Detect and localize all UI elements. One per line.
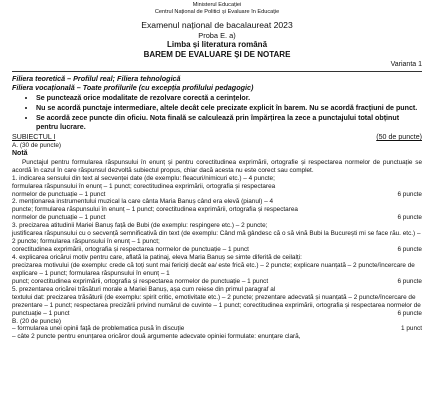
- item-points: 6 puncte: [397, 309, 422, 317]
- item-line: punct; corectitudinea exprimării, ortografia și respectarea normelor de punctuație – 1 punct: [12, 277, 269, 285]
- item-1: [12, 175, 422, 199]
- item-line: 1. indicarea sensului din text al secvenței date (de exemplu: fleacuri/nimicuri etc.) – 4 puncte;: [12, 174, 275, 182]
- item-line: justificarea răspunsului cu o secvență semnificativă din text (de exemplu: Când mă gândesc că o să vină Bubi la București mi se face rău. etc.) – 2 puncte; formularea răspunsului în enunț – 1 punct;: [12, 230, 421, 246]
- rule-item: • Nu se acordă punctaje intermediare, altele decât cele precizate explicit în barem. Nu se acordă fracțiuni de punct.: [36, 104, 422, 113]
- item-line: 2. menționarea instrumentului muzical la care cânta Maria Banuș când era elevă (pianul) – 4: [12, 198, 274, 206]
- item-5: [12, 286, 422, 318]
- section-a-label: A. (30 de puncte): [12, 142, 62, 150]
- item-line: corectitudinea exprimării, ortografia și respectarea normelor de punctuație – 1 punct: [12, 246, 249, 254]
- item-3: [12, 222, 422, 254]
- item-line: formularea răspunsului în enunț – 1 punct; corectitudinea exprimării, ortografia și respectarea: [12, 182, 276, 190]
- ministry-header: Ministerul Educației: [192, 2, 242, 8]
- item-2: [12, 198, 422, 222]
- barem-title: BAREM DE EVALUARE ȘI DE NOTARE: [143, 49, 291, 59]
- section-b-line-1: [12, 325, 422, 333]
- variant-label: Varianta 1: [390, 60, 422, 68]
- divider: [12, 71, 422, 72]
- section-b-text: – formularea unei opinii față de problematica pusă în discuție: [12, 325, 185, 333]
- item-last-line: [12, 214, 422, 222]
- item-points: 6 puncte: [397, 190, 422, 198]
- item-line: normelor de punctuație – 1 punct: [12, 214, 106, 222]
- subject-points: (50 de puncte): [376, 133, 422, 142]
- item-line: puncte; formularea răspunsului în enunț – 1 punct; corectitudinea exprimării, ortografia și respectarea: [12, 206, 298, 214]
- subject-title: Limba și literatura română: [166, 40, 268, 50]
- filiera-line-2: Filiera vocațională – Toate profilurile (cu excepția profilului pedagogic): [12, 83, 254, 93]
- rule-item: • Se punctează orice modalitate de rezolvare corectă a cerințelor.: [36, 94, 422, 103]
- item-last-line: [12, 246, 422, 254]
- rule-item: • Se acordă zece puncte din oficiu. Nota finală se calculează prin împărțirea la zece a punctajului total obținut pentru lucrare.: [36, 114, 422, 132]
- item-points: 6 puncte: [397, 246, 422, 254]
- item-line: 4. explicarea oricărui motiv pentru care, aflată la patinaj, eleva Maria Banuș se simte diferită de ceilalți:: [12, 254, 302, 262]
- item-line: 3. precizarea atitudinii Mariei Banuș față de Bubi (de exemplu: respingere etc.) – 2 puncte;: [12, 222, 268, 230]
- subject-heading-row: [12, 133, 422, 142]
- item-last-line: [12, 278, 422, 286]
- item-last-line: [12, 191, 422, 199]
- item-4: [12, 254, 422, 286]
- exam-title: Examenul național de bacalaureat 2023: [141, 20, 293, 31]
- section-b-points: 1 punct: [401, 325, 422, 333]
- item-line: 5. prezentarea oricărei trăsături morale a Mariei Banuș, așa cum reiese din primul paragraf al: [12, 285, 276, 293]
- section-b-label: B. (20 de puncte): [12, 317, 62, 325]
- item-line: punctuație – 1 punct: [12, 309, 70, 317]
- item-points: 6 puncte: [397, 277, 422, 285]
- proba-label: Proba E. a): [198, 30, 236, 40]
- section-b-line-2: – câte 2 puncte pentru enunțarea oricăror două argumente adecvate opiniei formulate: enunțare clară,: [12, 333, 301, 341]
- filiera-line-1: Filiera teoretică – Profilul real; Filiera tehnologică: [12, 74, 181, 84]
- item-line: normelor de punctuație – 1 punct: [12, 190, 106, 198]
- nota-heading: Notă: [12, 150, 28, 158]
- center-header: Centrul Național de Politici și Evaluare în Educație: [154, 8, 280, 15]
- item-line: textului dat: precizarea trăsăturii (de exemplu: spirit critic, emotivitate etc.) – 2 puncte; prezentare adecvată și nuanțată – 2 puncte/încercare de prezentare – 1 punct; respectarea precizării privind numărul de cuvinte – 1 punct; corectitudinea exprimării, ortografia și respectarea normelor de: [12, 293, 421, 309]
- grading-rules-list: [12, 94, 422, 131]
- subject-label: SUBIECTUL I: [12, 133, 56, 142]
- nota-text: Punctajul pentru formularea răspunsului în enunț și pentru corectitudinea exprimării, ortografie și respectarea normelor de punctuație se acordă în cazul în care răspunsul dezvoltă subiectul propus, chiar dacă acesta nu este corect sau complet.: [12, 158, 422, 174]
- item-points: 6 puncte: [397, 214, 422, 222]
- item-line: precizarea motivului (de exemplu: crede că toți sunt mai fericiți decât ea/ este frică etc.) – 2 puncte; explicare nuanțată – 2 puncte/încercare de explicare – 1 punct; formularea răspunsului în enunț – 1: [12, 261, 415, 277]
- item-last-line: [12, 310, 422, 318]
